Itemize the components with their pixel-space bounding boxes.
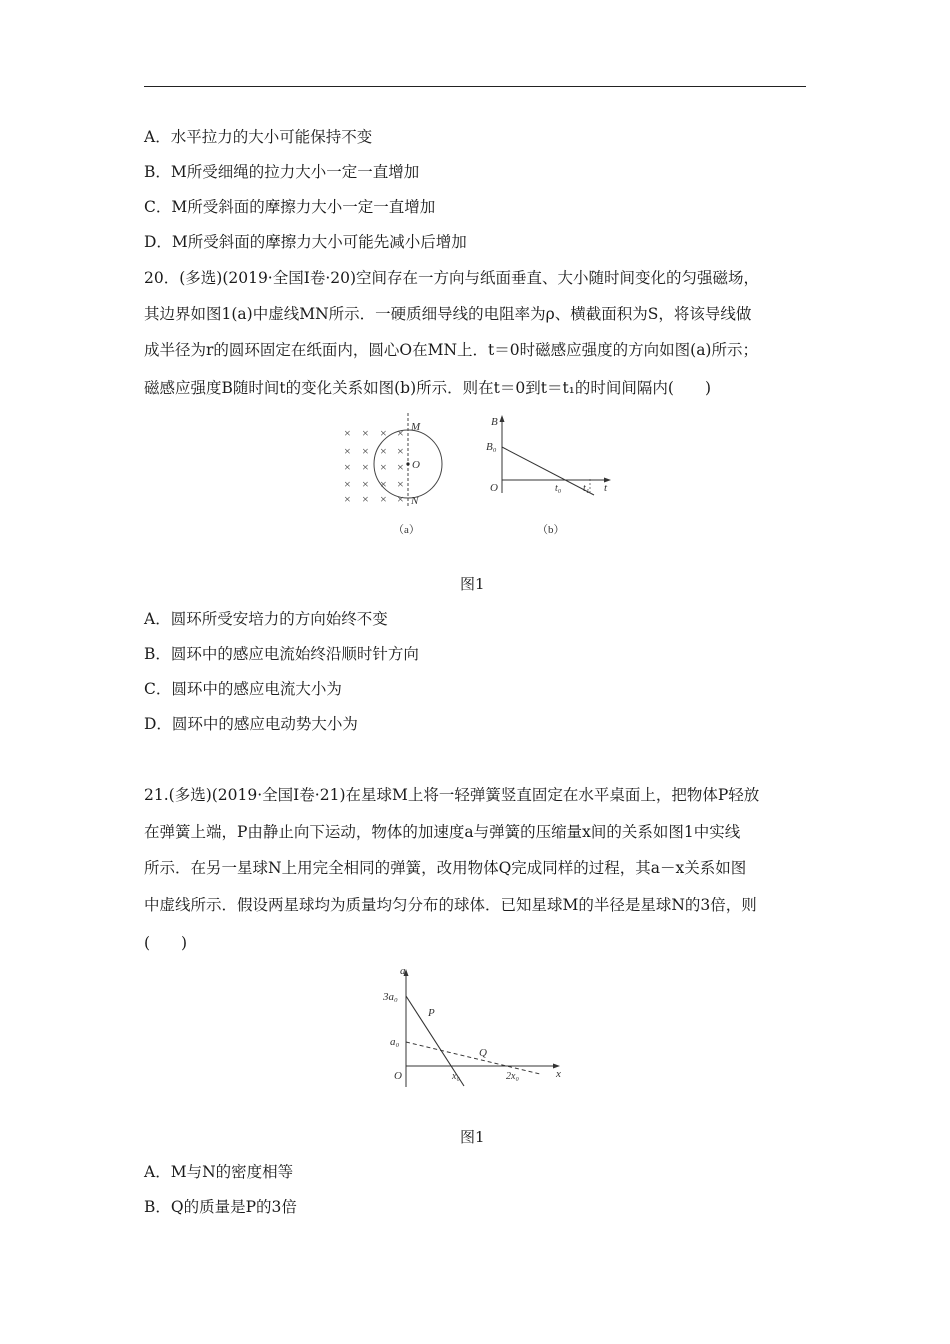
cross: × <box>344 460 351 474</box>
axis-label-a: a <box>400 965 406 977</box>
label-x0: x₀ <box>452 1071 460 1082</box>
axis-label-b: B <box>491 416 498 428</box>
q20-option-b: B．圆环中的感应电流始终沿顺时针方向 <box>144 645 419 663</box>
q20-option-a: A．圆环所受安培力的方向始终不变 <box>144 610 388 628</box>
q21-option-a: A．M与N的密度相等 <box>144 1163 294 1181</box>
figure-a <box>336 410 456 540</box>
center-dot <box>406 462 409 465</box>
cross: × <box>344 444 351 458</box>
cross: × <box>397 444 404 458</box>
label-n: N <box>411 495 419 507</box>
figure-b <box>480 405 615 540</box>
label-o: O <box>412 459 420 471</box>
label-2x0: 2x₀ <box>506 1071 519 1082</box>
label-b0: B₀ <box>486 441 497 453</box>
cross: × <box>397 492 404 506</box>
axis-label-t: t <box>604 482 608 494</box>
header-rule <box>144 86 806 87</box>
label-q: Q <box>479 1047 487 1059</box>
q20-option-d: D．圆环中的感应电动势大小为 <box>144 715 358 733</box>
origin-label: O <box>394 1070 402 1082</box>
q21-line-4: 中虚线所示．假设两星球均为质量均匀分布的球体．已知星球M的半径是星球N的3倍，则 <box>144 896 757 914</box>
label-a: （a） <box>393 524 420 536</box>
label-a0: a₀ <box>390 1036 400 1048</box>
option-b-prev: B．M所受细绳的拉力大小一定一直增加 <box>144 163 420 181</box>
cross: × <box>362 426 369 440</box>
cross: × <box>380 460 387 474</box>
cross: × <box>397 460 404 474</box>
q20-line-4: 磁感应强度B随时间t的变化关系如图(b)所示．则在t＝0到t＝t₁的时间间隔内( ) <box>144 379 711 397</box>
option-d-prev: D．M所受斜面的摩擦力大小可能先减小后增加 <box>144 233 467 251</box>
q21-line-2: 在弹簧上端，P由静止向下运动，物体的加速度a与弹簧的压缩量x间的关系如图1中实线 <box>144 823 741 841</box>
q20-line-2: 其边界如图1(a)中虚线MN所示．一硬质细导线的电阻率为ρ、横截面积为S，将该导线做 <box>144 305 752 323</box>
cross: × <box>362 477 369 491</box>
b-axis-arrow <box>500 415 505 422</box>
label-m: M <box>411 421 421 433</box>
b-t-line <box>502 447 594 495</box>
cross: × <box>344 426 351 440</box>
cross: × <box>380 492 387 506</box>
origin-label: O <box>490 482 498 494</box>
label-b: （b） <box>537 524 565 536</box>
cross: × <box>397 426 404 440</box>
q20-option-c: C．圆环中的感应电流大小为 <box>144 680 342 698</box>
q21-line-1: 21.(多选)(2019·全国Ⅰ卷·21)在星球M上将一轻弹簧竖直固定在水平桌面上，把物体P轻放 <box>144 786 760 804</box>
q20-line-3: 成半径为r的圆环固定在纸面内，圆心O在MN上．t＝0时磁感应强度的方向如图(a)所示； <box>144 341 758 359</box>
q21-line-3: 所示．在另一星球N上用完全相同的弹簧，改用物体Q完成同样的过程，其a－x关系如图 <box>144 859 747 877</box>
cross: × <box>380 426 387 440</box>
label-3a0: 3a₀ <box>383 991 398 1003</box>
label-t1: t₁ <box>583 483 590 494</box>
option-c-prev: C．M所受斜面的摩擦力大小一定一直增加 <box>144 198 436 216</box>
cross: × <box>362 444 369 458</box>
figure-a-x <box>380 962 580 1092</box>
line-q <box>406 1042 540 1074</box>
option-a-prev: A．水平拉力的大小可能保持不变 <box>144 128 373 146</box>
q21-option-b: B．Q的质量是P的3倍 <box>144 1198 297 1216</box>
cross: × <box>362 460 369 474</box>
cross: × <box>397 477 404 491</box>
cross: × <box>362 492 369 506</box>
label-p: P <box>428 1007 435 1019</box>
cross: × <box>344 477 351 491</box>
q20-line-1: 20．(多选)(2019·全国Ⅰ卷·20)空间存在一方向与纸面垂直、大小随时间变化的匀强磁场， <box>144 269 760 287</box>
q21-line-5: ( ) <box>144 934 188 952</box>
cross: × <box>344 492 351 506</box>
cross: × <box>380 477 387 491</box>
axis-label-x: x <box>556 1068 561 1080</box>
label-t0: t₀ <box>555 483 562 494</box>
cross: × <box>380 444 387 458</box>
q21-figure-caption: 图1 <box>460 1128 485 1146</box>
q20-figure-caption: 图1 <box>460 575 485 593</box>
